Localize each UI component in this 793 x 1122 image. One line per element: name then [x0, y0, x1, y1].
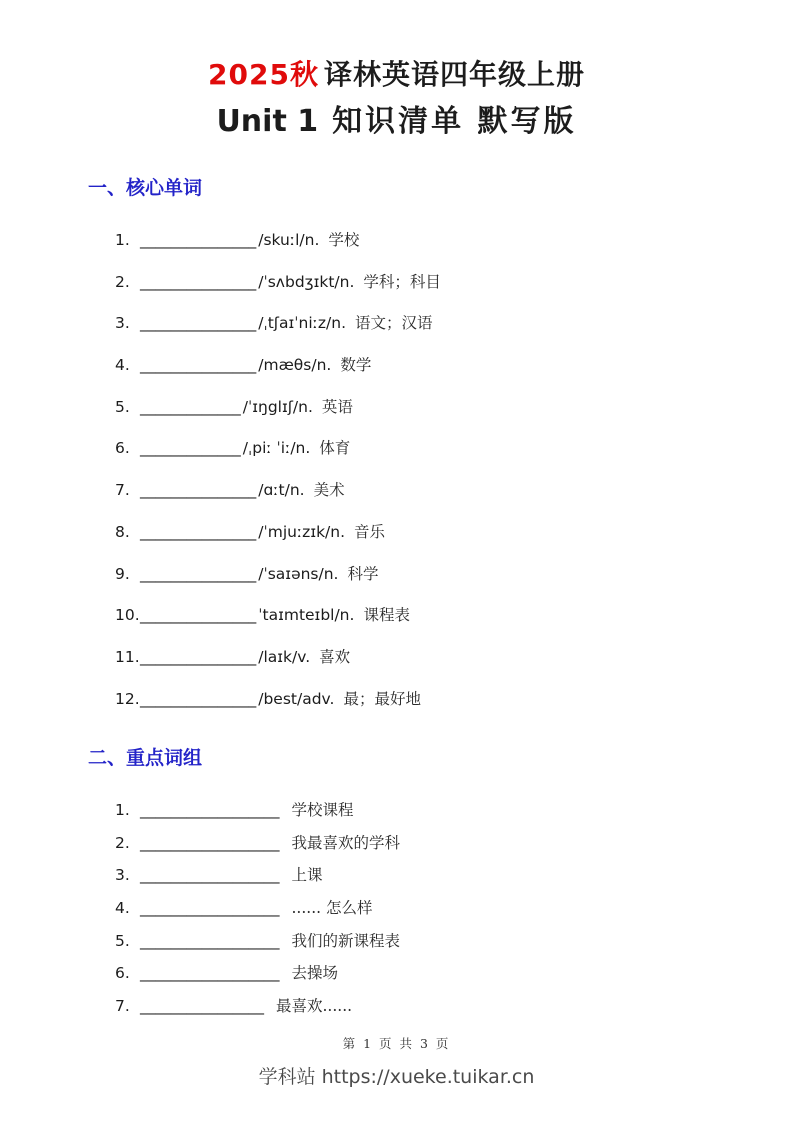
word-item	[115, 647, 793, 689]
item-number: 1.	[115, 801, 130, 820]
meaning-text: 数学	[340, 356, 372, 375]
answer-blank: _____________	[140, 439, 241, 458]
phonetic-text: /ˌpiː ˈiː/n.	[242, 439, 311, 458]
section-heading-key-phrases: 二、重点词组	[88, 747, 203, 770]
answer-blank: _______________	[140, 647, 257, 666]
phrase-item	[115, 865, 793, 898]
meaning-text: 最；最好地	[343, 689, 421, 708]
page-number: 第 1 页 共 3 页	[342, 1036, 451, 1051]
answer-blank: _______________	[140, 606, 257, 625]
answer-blank: __________________	[140, 931, 280, 950]
word-item	[115, 230, 793, 272]
phonetic-text: /ˌtʃaɪˈniːz/n.	[258, 314, 346, 333]
word-item	[115, 438, 793, 480]
meaning-text: ...... 怎么样	[291, 899, 373, 918]
meaning-text: 最喜欢......	[276, 996, 353, 1015]
item-number: 12.	[115, 689, 140, 708]
meaning-text: 我最喜欢的学科	[291, 833, 401, 852]
core-word-list	[115, 230, 793, 730]
item-number: 5.	[115, 397, 130, 416]
phonetic-text: ˈtaɪmteɪbl/n.	[258, 606, 355, 625]
meaning-text: 英语	[321, 397, 353, 416]
section-heading-core-words: 一、核心单词	[88, 177, 203, 199]
word-item	[115, 564, 793, 606]
meaning-text: 上课	[291, 866, 323, 885]
meaning-text: 体育	[319, 439, 351, 458]
doc-title	[0, 0, 793, 92]
answer-blank: __________________	[140, 866, 280, 885]
doc-title-year: 2025秋	[208, 58, 319, 91]
word-item	[115, 480, 793, 522]
meaning-text: 我们的新课程表	[291, 931, 401, 950]
answer-blank: _____________	[140, 397, 241, 416]
meaning-text: 学校	[328, 231, 360, 249]
doc-subtitle	[0, 102, 793, 142]
meaning-text: 美术	[313, 481, 345, 500]
item-number: 6.	[115, 964, 130, 983]
meaning-text: 去操场	[291, 964, 339, 983]
phonetic-text: /ˈɪŋglɪʃ/n.	[242, 397, 313, 416]
answer-blank: ________________	[140, 996, 264, 1015]
phrase-item	[115, 963, 793, 996]
answer-blank: __________________	[140, 964, 280, 983]
meaning-text: 音乐	[354, 522, 386, 541]
word-item	[115, 313, 793, 355]
item-number: 7.	[115, 481, 130, 500]
site-link[interactable]: 学科站 https://xueke.tuikar.cn	[258, 1066, 535, 1088]
doc-subtitle-cn: 知识清单 默写版	[332, 104, 577, 139]
answer-blank: _______________	[140, 272, 257, 291]
item-number: 3.	[115, 866, 130, 885]
word-item	[115, 397, 793, 439]
word-item	[115, 522, 793, 564]
meaning-text: 语文；汉语	[355, 314, 433, 333]
doc-subtitle-unit: Unit 1	[216, 104, 319, 139]
phrase-item	[115, 931, 793, 964]
item-number: 5.	[115, 931, 130, 950]
answer-blank: __________________	[140, 801, 280, 820]
word-item	[115, 355, 793, 397]
item-number: 3.	[115, 314, 130, 333]
item-number: 6.	[115, 439, 130, 458]
meaning-text: 课程表	[363, 606, 410, 625]
answer-blank: _______________	[140, 564, 257, 583]
item-number: 1.	[115, 231, 130, 249]
phonetic-text: /mæθs/n.	[258, 356, 332, 375]
answer-blank: __________________	[140, 833, 280, 852]
item-number: 7.	[115, 996, 130, 1015]
meaning-text: 学校课程	[291, 801, 354, 820]
word-item	[115, 689, 793, 731]
answer-blank: _______________	[140, 522, 257, 541]
meaning-text: 科学	[347, 564, 379, 583]
key-phrase-list	[115, 800, 793, 1028]
phonetic-text: /laɪk/v.	[258, 647, 311, 666]
meaning-text: 学科；科目	[363, 272, 441, 291]
item-number: 4.	[115, 899, 130, 918]
answer-blank: _______________	[140, 356, 257, 375]
doc-title-rest: 译林英语四年级上册	[323, 58, 585, 91]
phonetic-text: /ɑːt/n.	[258, 481, 305, 500]
answer-blank: _______________	[140, 689, 257, 708]
item-number: 8.	[115, 522, 130, 541]
phonetic-text: /ˈsaɪəns/n.	[258, 564, 339, 583]
word-item	[115, 272, 793, 314]
item-number: 11.	[115, 647, 140, 666]
phrase-item	[115, 996, 793, 1029]
item-number: 2.	[115, 833, 130, 852]
word-item	[115, 605, 793, 647]
answer-blank: _______________	[140, 481, 257, 500]
answer-blank: _______________	[140, 231, 257, 249]
answer-blank: _______________	[140, 314, 257, 333]
item-number: 9.	[115, 564, 130, 583]
phrase-item	[115, 800, 793, 833]
phrase-item	[115, 833, 793, 866]
item-number: 2.	[115, 272, 130, 291]
phonetic-text: /ˈsʌbdʒɪkt/n.	[258, 272, 355, 291]
phonetic-text: /ˈmjuːzɪk/n.	[258, 522, 346, 541]
phrase-item	[115, 898, 793, 931]
phonetic-text: /best/adv.	[258, 689, 335, 708]
meaning-text: 喜欢	[319, 647, 351, 666]
phonetic-text: /skuːl/n.	[258, 231, 320, 249]
answer-blank: __________________	[140, 899, 280, 918]
item-number: 10.	[115, 606, 140, 625]
item-number: 4.	[115, 356, 130, 375]
